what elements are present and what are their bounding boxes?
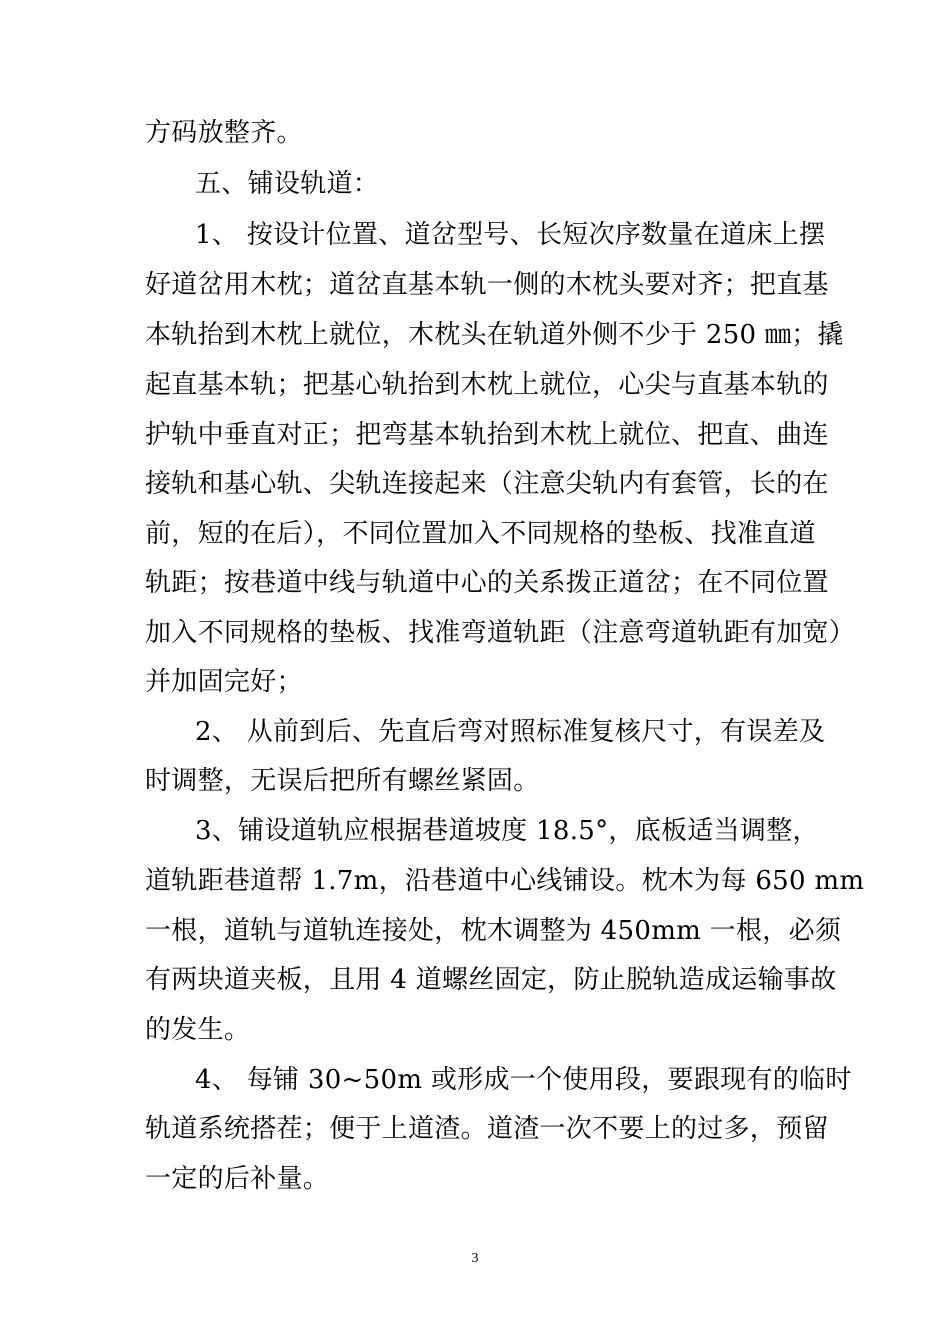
text-line: 道轨距巷道帮 1.7m，沿巷道中心线铺设。枕木为每 650 mm bbox=[145, 866, 865, 896]
text-line: 的发生。 bbox=[145, 1015, 251, 1045]
page-number: 3 bbox=[471, 1251, 479, 1266]
text-line: 一定的后补量。 bbox=[145, 1164, 330, 1194]
text-line: 起直基本轨；把基心轨抬到木枕上就位，心尖与直基本轨的 bbox=[145, 370, 829, 400]
text-line: 方码放整齐。 bbox=[145, 118, 303, 148]
text-line: 1、 按设计位置、道岔型号、长短次序数量在道床上摆 bbox=[195, 220, 826, 250]
text-line: 加入不同规格的垫板、找准弯道轨距（注意弯道轨距有加宽） bbox=[145, 618, 856, 648]
text-line: 好道岔用木枕；道岔直基本轨一侧的木枕头要对齐；把直基 bbox=[145, 270, 829, 300]
text-line: 3、铺设道轨应根据巷道坡度 18.5°，底板适当调整， bbox=[195, 816, 819, 846]
text-line: 轨道系统搭茬；便于上道渣。道渣一次不要上的过多，预留 bbox=[145, 1114, 829, 1144]
text-line: 一根，道轨与道轨连接处，枕木调整为 450mm 一根，必须 bbox=[145, 916, 842, 946]
text-line: 4、 每铺 30~50m 或形成一个使用段，要跟现有的临时 bbox=[195, 1065, 852, 1095]
text-line: 并加固完好； bbox=[145, 667, 303, 697]
text-line: 轨距；按巷道中线与轨道中心的关系拨正道岔；在不同位置 bbox=[145, 568, 829, 598]
text-line: 2、 从前到后、先直后弯对照标准复核尺寸，有误差及 bbox=[195, 717, 826, 747]
text-line: 护轨中垂直对正；把弯基本轨抬到木枕上就位、把直、曲连 bbox=[145, 420, 829, 450]
section-heading: 五、铺设轨道： bbox=[195, 169, 380, 199]
text-line: 有两块道夹板，且用 4 道螺丝固定，防止脱轨造成运输事故 bbox=[145, 965, 837, 995]
text-line: 时调整，无误后把所有螺丝紧固。 bbox=[145, 766, 540, 796]
text-line: 本轨抬到木枕上就位，木枕头在轨道外侧不少于 250 ㎜；撬 bbox=[145, 320, 844, 350]
text-line: 接轨和基心轨、尖轨连接起来（注意尖轨内有套管，长的在 bbox=[145, 469, 829, 499]
text-line: 前，短的在后），不同位置加入不同规格的垫板、找准直道 bbox=[145, 519, 816, 549]
